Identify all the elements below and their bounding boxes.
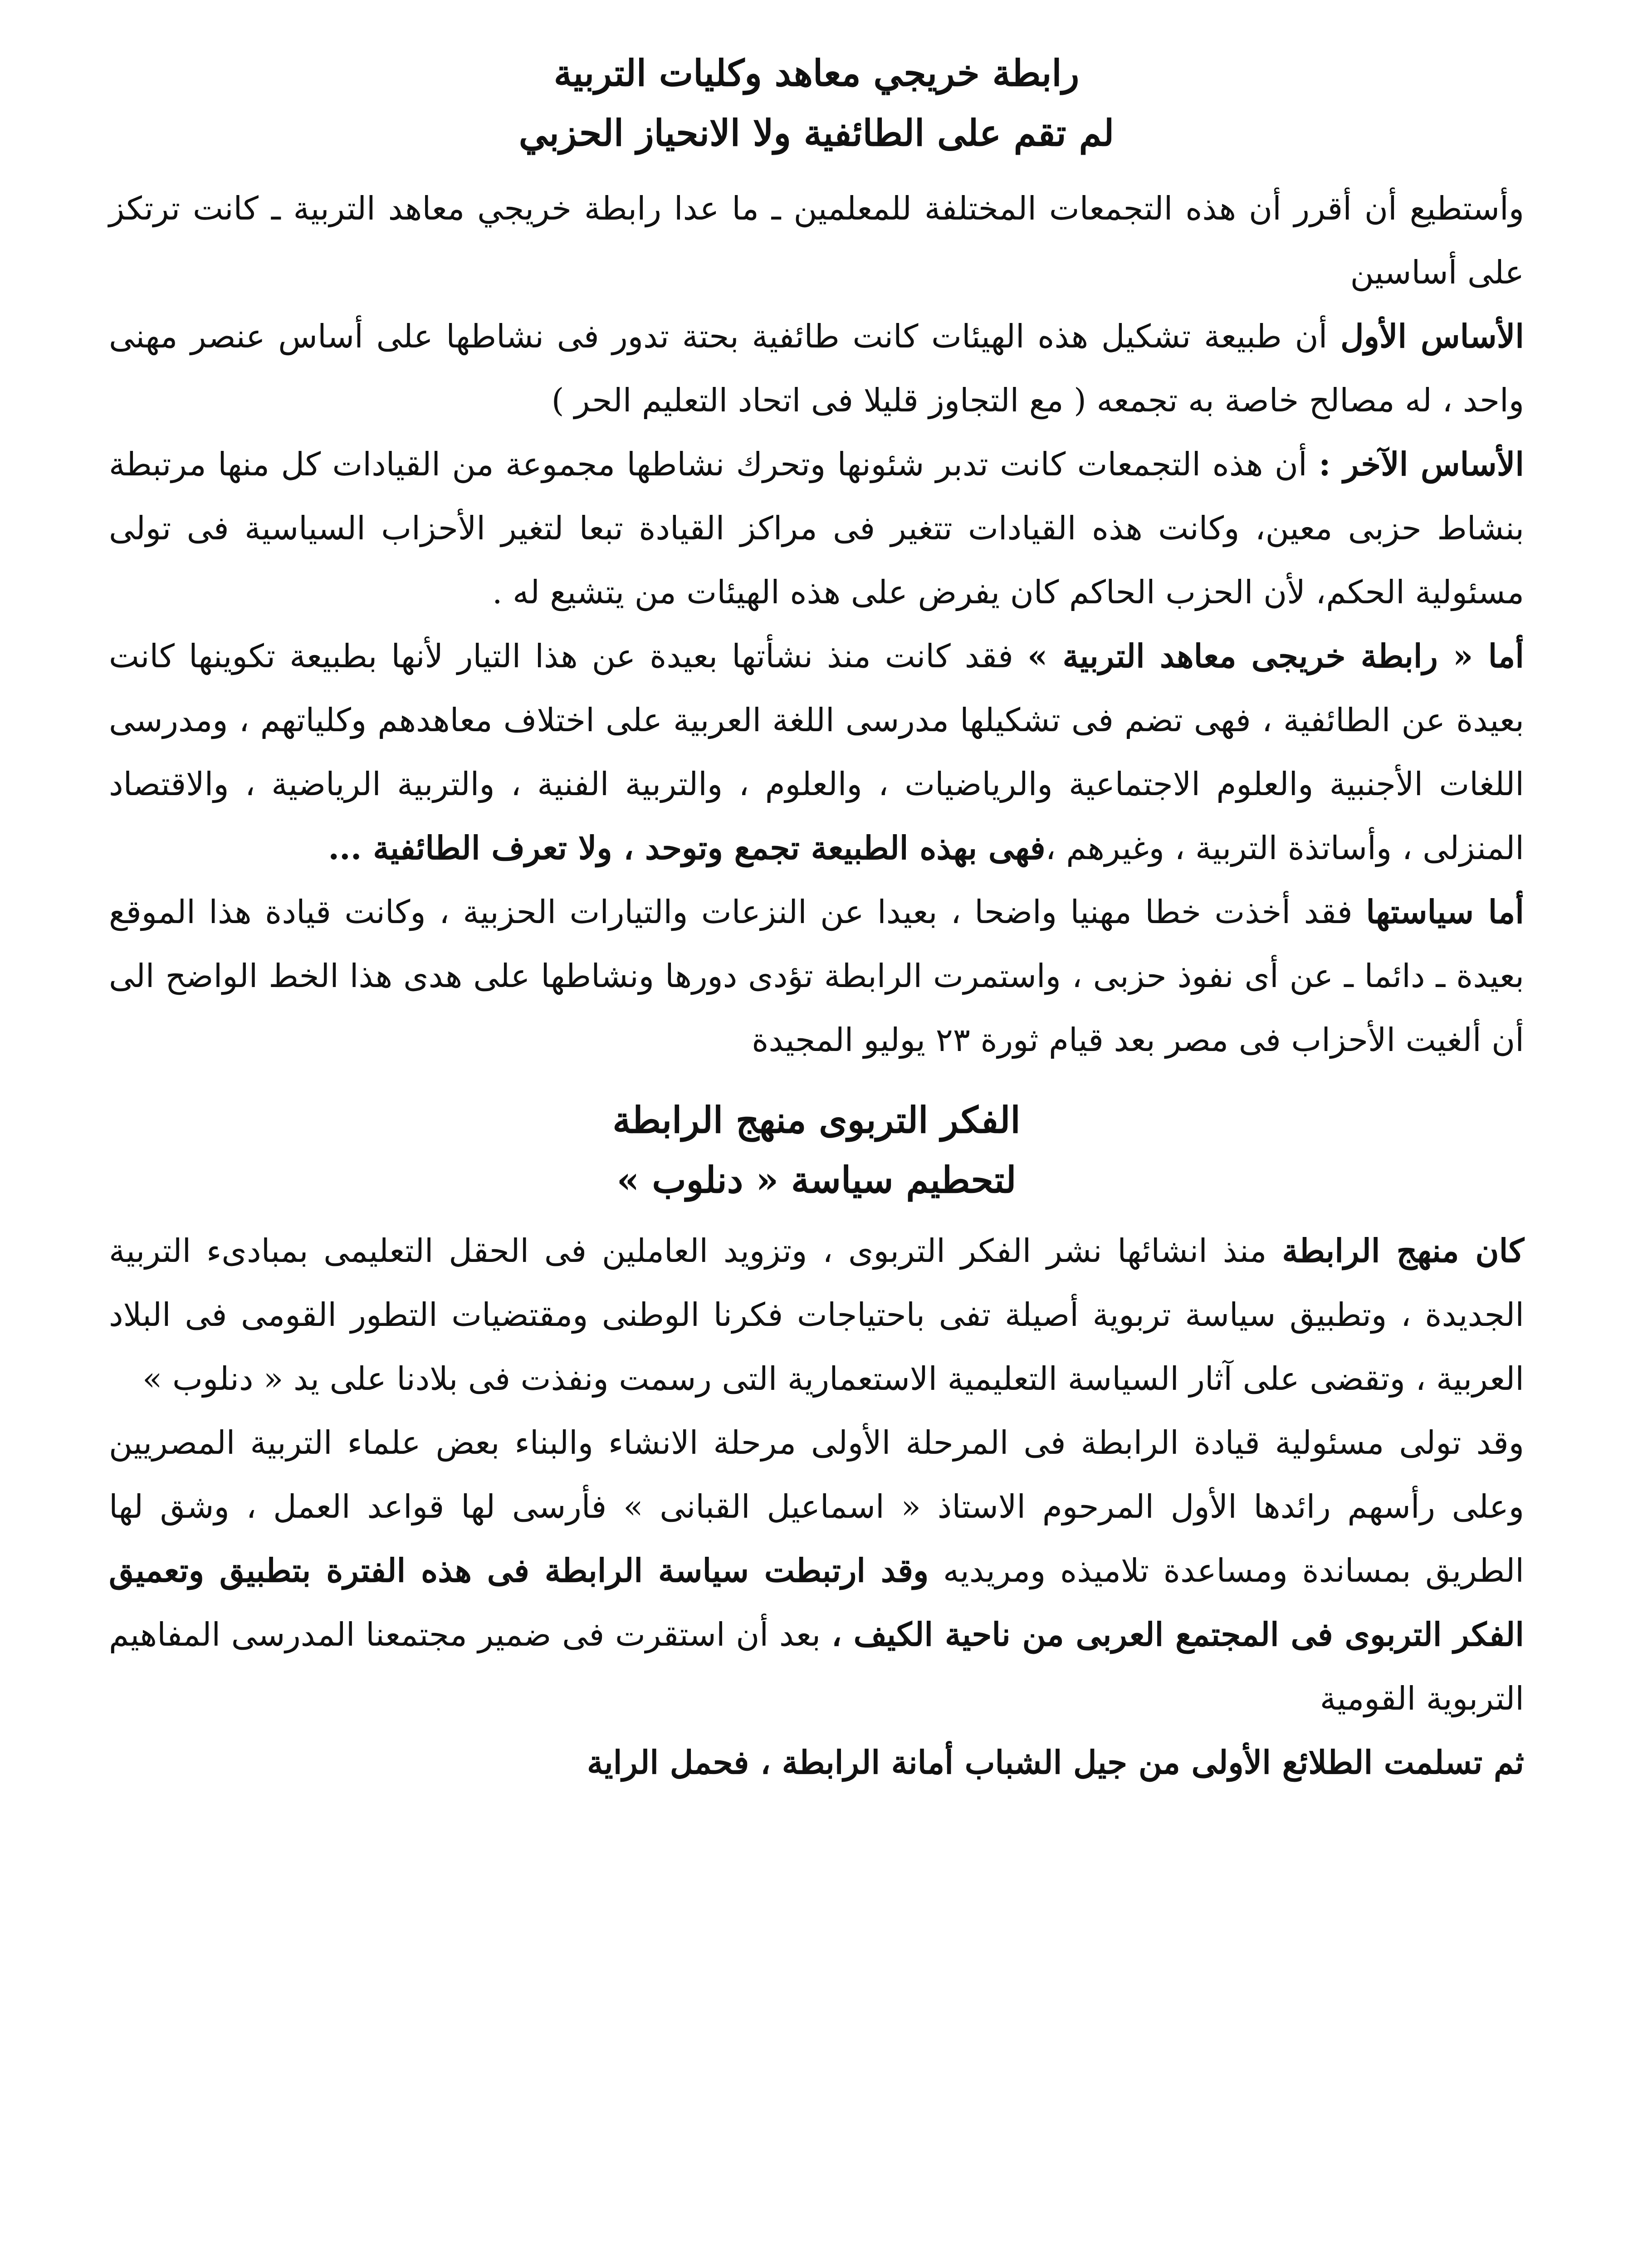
paragraph-4-lead: أما « رابطة خريجى معاهد التربية »: [1027, 637, 1524, 675]
paragraph-6-text: منذ انشائها نشر الفكر التربوى ، وتزويد العاملين فى الحقل التعليمى بمبادىء التربية الجديدة ، وتطبيق سياسة تربوية أصيلة تفى باحتياجات فكرنا الوطنى ومقتضيات التطور القومى فى البلاد العربية ، وتقضى على آثار السياسة التعليمية الاستعمارية التى رسمت ونفذت فى بلادنا على يد « دنلوب »: [109, 1232, 1524, 1398]
paragraph-2: [109, 304, 1524, 432]
paragraph-7-emphasis: وقد ارتبطت سياسة الرابطة فى هذه الفترة بتطبيق وتعميق الفكر التربوى فى المجتمع العربى من ناحية الكيف ،: [109, 1551, 1524, 1653]
paragraph-7-tail: بعد أن استقرت فى ضمير مجتمعنا المدرسى المفاهيم التربوية القومية: [109, 1616, 1524, 1717]
paragraph-7-text: وقد تولى مسئولية قيادة الرابطة فى المرحلة الأولى مرحلة الانشاء والبناء بعض علماء التربية المصريين وعلى رأسهم رائدها الأول المرحوم الاستاذ « اسماعيل القبانى » فأرسى لها قواعد العمل ، وشق لها الطريق بمساندة ومساعدة تلاميذه ومريديه: [109, 1424, 1524, 1589]
heading-1-line-1: رابطة خريجي معاهد وكليات التربية: [553, 52, 1080, 94]
paragraph-4-text: فقد كانت منذ نشأتها بعيدة عن هذا التيار لأنها بطبيعة تكوينها كانت بعيدة عن الطائفية ، فهى تضم فى تشكيلها مدرسى اللغة العربية على اختلاف معاهدهم وكلياتهم ، ومدرسى اللغات الأجنبية والعلوم الاجتماعية والرياضيات ، والعلوم ، والتربية الفنية ، والتربية الرياضية ، والاقتصاد المنزلى ، وأساتذة التربية ، وغيرهم ،: [109, 637, 1524, 867]
paragraph-7: [109, 1411, 1524, 1730]
paragraph-8-emphasis: ثم تسلمت الطلائع الأولى من جيل الشباب أمانة الرابطة ، فحمل الراية: [587, 1743, 1524, 1781]
section-heading-2: [109, 1090, 1524, 1210]
paragraph-6-lead: كان منهج الرابطة: [1282, 1232, 1525, 1270]
paragraph-1-text: وأستطيع أن أقرر أن هذه التجمعات المختلفة للمعلمين ـ ما عدا رابطة خريجي معاهد التربية ـ كانت ترتكز على أساسين: [109, 190, 1524, 291]
paragraph-3: [109, 432, 1524, 624]
heading-2-line-1: الفكر التربوى منهج الرابطة: [612, 1099, 1021, 1141]
paragraph-4-emphasis: فهى بهذه الطبيعة تجمع وتوحد ، ولا تعرف الطائفية ...: [328, 829, 1046, 867]
paragraph-5-text: فقد أخذت خطا مهنيا واضحا ، بعيدا عن النزعات والتيارات الحزبية ، وكانت قيادة هذا الموقع بعيدة ـ دائما ـ عن أى نفوذ حزبى ، واستمرت الرابطة تؤدى دورها ونشاطها على هدى هذا الخط الواضح الى أن ألغيت الأحزاب فى مصر بعد قيام ثورة ٢٣ يوليو المجيدة: [109, 893, 1524, 1059]
paragraph-2-lead: الأساس الأول: [1340, 317, 1524, 355]
paragraph-8: [109, 1730, 1524, 1794]
paragraph-3-text: أن هذه التجمعات كانت تدبر شئونها وتحرك نشاطها مجموعة من القيادات كل منها مرتبطة بنشاط حزبى معين، وكانت هذه القيادات تتغير فى مراكز القيادة تبعا لتغير الأحزاب السياسية فى تولى مسئولية الحكم، لأن الحزب الحاكم كان يفرض على هذه الهيئات من يتشيع له .: [109, 445, 1524, 611]
heading-2-line-2: لتحطيم سياسة « دنلوب »: [616, 1158, 1017, 1201]
paragraph-5: [109, 880, 1524, 1072]
section-heading-1: [109, 43, 1524, 163]
heading-1-line-2: لم تقم على الطائفية ولا الانحياز الحزبي: [518, 112, 1115, 154]
paragraph-3-lead: الأساس الآخر :: [1319, 445, 1524, 483]
paragraph-6: [109, 1219, 1524, 1411]
paragraph-1: [109, 176, 1524, 304]
paragraph-5-lead: أما سياستها: [1366, 893, 1525, 931]
paragraph-4: [109, 624, 1524, 880]
paragraph-2-text: أن طبيعة تشكيل هذه الهيئات كانت طائفية بحتة تدور فى نشاطها على أساس عنصر مهنى واحد ، له مصالح خاصة به تجمعه ( مع التجاوز قليلا فى اتحاد التعليم الحر ): [109, 318, 1524, 419]
